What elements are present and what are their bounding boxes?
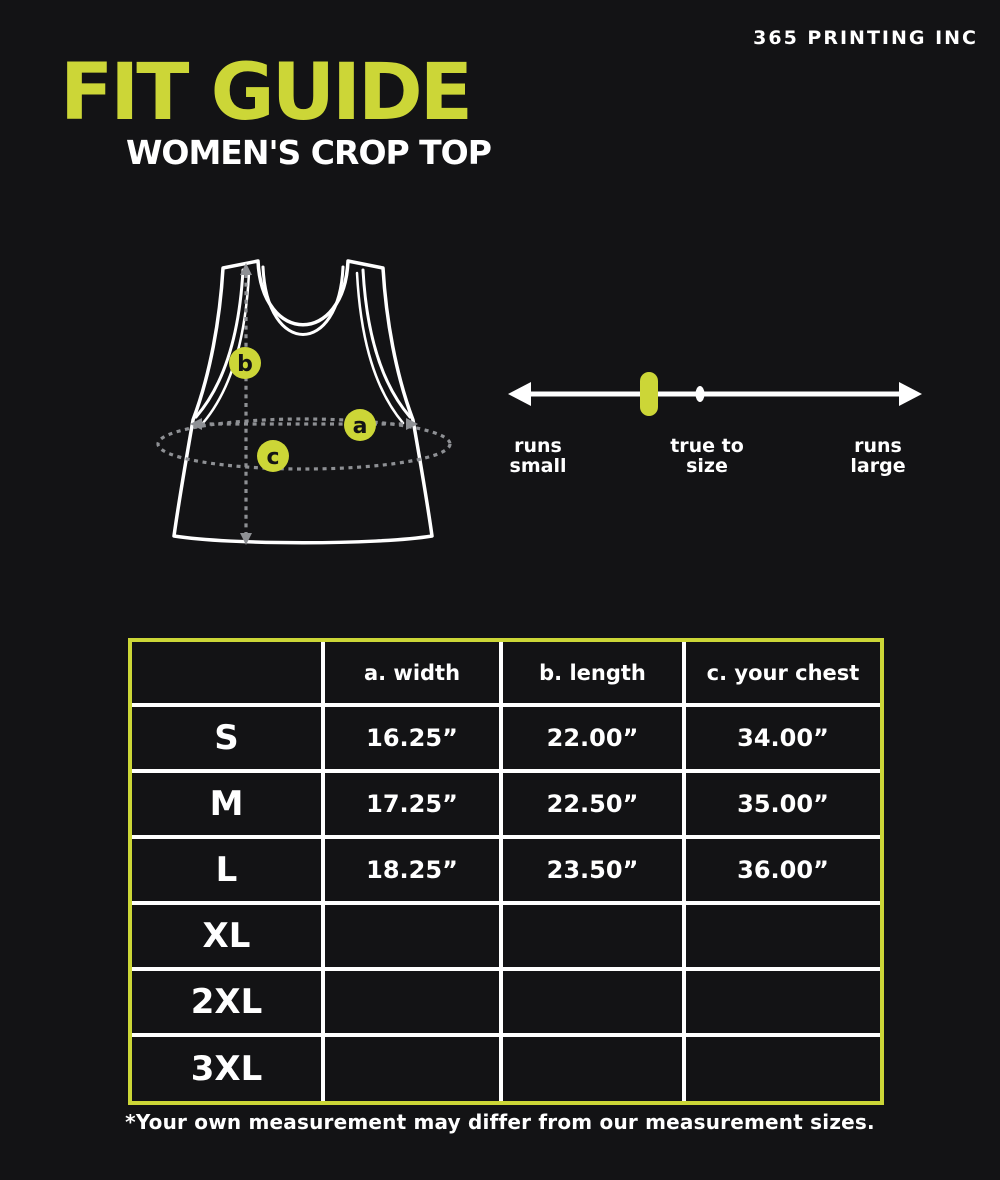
size-label: 2XL	[132, 969, 323, 1035]
scale-label-line: size	[686, 455, 728, 477]
chest-value: 35.00”	[684, 771, 880, 837]
tank-top-outline	[174, 261, 432, 543]
scale-label-runs-large	[818, 436, 938, 476]
scale-label-line: true to	[670, 435, 744, 457]
table-row	[132, 1035, 880, 1101]
chest-value	[684, 903, 880, 969]
scale-arrow-left	[508, 382, 531, 406]
fit-scale	[505, 368, 925, 420]
page-subtitle: WOMEN'S CROP TOP	[126, 133, 491, 172]
chest-value: 34.00”	[684, 705, 880, 771]
chest-value	[684, 969, 880, 1035]
chest-value	[684, 1035, 880, 1101]
scale-label-line: large	[850, 455, 906, 477]
length-value	[501, 903, 684, 969]
marker-c-label: c	[266, 445, 280, 470]
length-value	[501, 969, 684, 1035]
length-value: 23.50”	[501, 837, 684, 903]
marker-b-label: b	[237, 352, 253, 377]
corner-cell	[132, 642, 323, 705]
table-row	[132, 969, 880, 1035]
width-value	[323, 903, 501, 969]
size-table-container	[128, 638, 884, 1105]
size-label: S	[132, 705, 323, 771]
width-value	[323, 969, 501, 1035]
scale-label-runs-small	[478, 436, 598, 476]
brand-name: 365 PRINTING INC	[753, 27, 978, 49]
scale-arrow-right	[899, 382, 922, 406]
length-value	[501, 1035, 684, 1101]
marker-a-label: a	[352, 414, 368, 439]
scale-label-line: runs	[514, 435, 562, 457]
fit-marker-pill	[640, 372, 658, 416]
size-label: M	[132, 771, 323, 837]
scale-label-line: runs	[854, 435, 902, 457]
measurement-disclaimer: *Your own measurement may differ from our measurement sizes.	[125, 1110, 875, 1134]
column-header-length: b. length	[501, 642, 684, 705]
size-label: L	[132, 837, 323, 903]
length-value: 22.50”	[501, 771, 684, 837]
scale-label-line: small	[509, 455, 567, 477]
size-table-header-row	[132, 642, 880, 705]
size-label: XL	[132, 903, 323, 969]
width-value: 18.25”	[323, 837, 501, 903]
chest-value: 36.00”	[684, 837, 880, 903]
width-value: 16.25”	[323, 705, 501, 771]
table-row	[132, 705, 880, 771]
column-header-chest: c. your chest	[684, 642, 880, 705]
true-to-size-tick	[696, 386, 705, 402]
width-value	[323, 1035, 501, 1101]
width-value: 17.25”	[323, 771, 501, 837]
size-table	[132, 642, 880, 1101]
scale-label-true-to-size	[647, 436, 767, 476]
table-row	[132, 837, 880, 903]
table-row	[132, 903, 880, 969]
size-label: 3XL	[132, 1035, 323, 1101]
column-header-width: a. width	[323, 642, 501, 705]
length-value: 22.00”	[501, 705, 684, 771]
page-title: FIT GUIDE	[60, 48, 471, 138]
crop-top-diagram	[140, 245, 460, 557]
table-row	[132, 771, 880, 837]
